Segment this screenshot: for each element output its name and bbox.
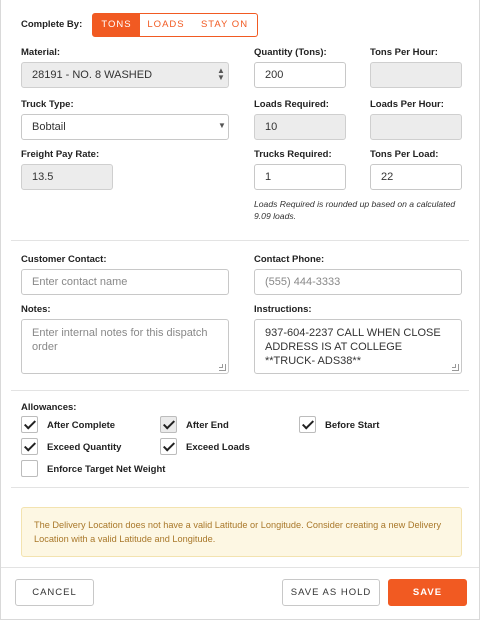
enforce-target-net-weight-checkbox[interactable] — [21, 460, 38, 477]
truck-type-value: Bobtail — [32, 121, 66, 133]
footer-divider — [1, 567, 479, 568]
trucks-required-input[interactable]: 1 — [254, 164, 346, 190]
complete-by-stay-on-button[interactable]: STAY ON — [192, 13, 258, 37]
save-as-hold-button[interactable]: SAVE AS HOLD — [282, 579, 380, 606]
exceed-loads-checkbox[interactable] — [160, 438, 177, 455]
material-select[interactable] — [21, 62, 229, 88]
freight-pay-rate-label: Freight Pay Rate: — [21, 149, 100, 160]
after-end-checkbox[interactable] — [160, 416, 177, 433]
updown-arrows-icon: ▲ ▼ — [217, 66, 225, 82]
invalid-location-alert — [21, 507, 462, 557]
save-button[interactable]: SAVE — [388, 579, 467, 606]
tons-per-load-label: Tons Per Load: — [370, 149, 439, 160]
instructions-value: 937-604-2237 CALL WHEN CLOSE ADDRESS IS AT COLLEGE **TRUCK- ADS38** — [265, 327, 441, 367]
exceed-loads-label: Exceed Loads — [186, 442, 250, 453]
loads-required-label: Loads Required: — [254, 99, 329, 110]
tons-per-hour-label: Tons Per Hour: — [370, 47, 438, 58]
notes-label: Notes: — [21, 304, 51, 315]
instructions-textarea[interactable] — [254, 319, 462, 374]
loads-per-hour-input — [370, 114, 462, 140]
enforce-target-net-weight-label: Enforce Target Net Weight — [47, 464, 166, 475]
contact-phone-label: Contact Phone: — [254, 254, 325, 265]
after-end-label: After End — [186, 420, 229, 431]
contact-phone-input[interactable]: (555) 444-3333 — [254, 269, 462, 295]
allowances-label: Allowances: — [21, 402, 77, 413]
truck-type-select[interactable] — [21, 114, 229, 140]
loads-required-input: 10 — [254, 114, 346, 140]
section-divider — [11, 487, 469, 488]
tons-per-load-input[interactable]: 22 — [370, 164, 462, 190]
material-value: 28191 - NO. 8 WASHED — [32, 69, 153, 81]
trucks-required-label: Trucks Required: — [254, 149, 332, 160]
after-complete-checkbox[interactable] — [21, 416, 38, 433]
freight-pay-rate-input: 13.5 — [21, 164, 113, 190]
exceed-quantity-label: Exceed Quantity — [47, 442, 122, 453]
quantity-label: Quantity (Tons): — [254, 47, 327, 58]
caret-down-icon: ▼ — [218, 121, 226, 130]
complete-by-tons-button[interactable]: TONS — [92, 13, 141, 37]
cancel-button[interactable]: CANCEL — [15, 579, 94, 606]
before-start-label: Before Start — [325, 420, 380, 431]
before-start-checkbox[interactable] — [299, 416, 316, 433]
notes-textarea[interactable] — [21, 319, 229, 374]
after-complete-label: After Complete — [47, 420, 116, 431]
complete-by-loads-button[interactable]: LOADS — [140, 13, 193, 37]
instructions-label: Instructions: — [254, 304, 312, 315]
quantity-input[interactable]: 200 — [254, 62, 346, 88]
exceed-quantity-checkbox[interactable] — [21, 438, 38, 455]
resize-handle-icon[interactable] — [219, 364, 226, 371]
tons-per-hour-input — [370, 62, 462, 88]
loads-per-hour-label: Loads Per Hour: — [370, 99, 444, 110]
material-label: Material: — [21, 47, 61, 58]
complete-by-label: Complete By: — [21, 19, 83, 30]
section-divider — [11, 390, 469, 391]
section-divider — [11, 240, 469, 241]
truck-type-label: Truck Type: — [21, 99, 74, 110]
resize-handle-icon[interactable] — [452, 364, 459, 371]
loads-required-note: Loads Required is rounded up based on a calculated 9.09 loads. — [254, 199, 456, 221]
alert-text: The Delivery Location does not have a valid Latitude or Longitude. Consider creating a new Delivery Location with a valid Latitude and Longitude. — [34, 520, 442, 544]
customer-contact-label: Customer Contact: — [21, 254, 107, 265]
customer-contact-input[interactable]: Enter contact name — [21, 269, 229, 295]
notes-placeholder: Enter internal notes for this dispatch order — [32, 327, 208, 353]
